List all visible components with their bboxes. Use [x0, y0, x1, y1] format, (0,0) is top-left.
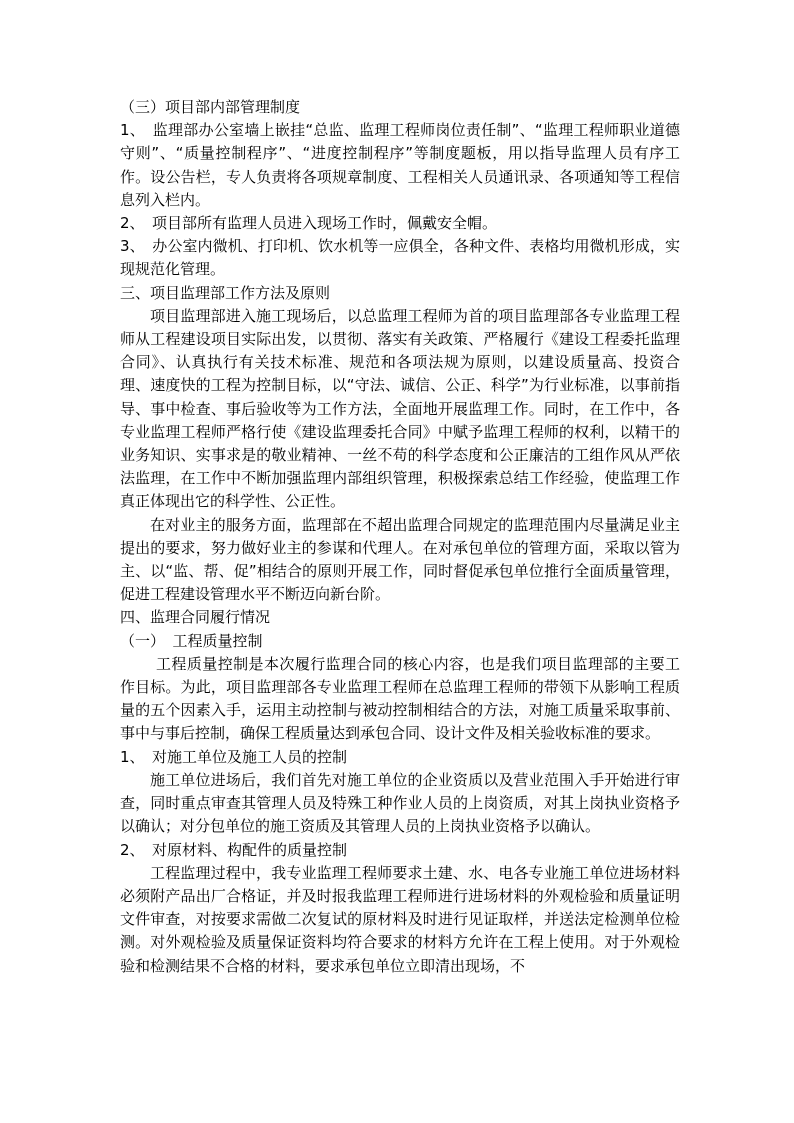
section-heading-work-methods: 三、项目监理部工作方法及原则	[120, 283, 331, 302]
body-paragraph-contractor-control: 施工单位进场后，我们首先对施工单位的企业资质以及营业范围入手开始进行审查，同时重点审查其管理人员及特殊工种作业人员的上岗资质，对其上岗执业资格予以确认；对分包单位的施工资质及其管理人员的上岗执业资格予以确认。	[120, 770, 680, 836]
body-paragraph-quality-control: 工程质量控制是本次履行监理合同的核心内容，也是我们项目监理部的主要工作目标。为此，项目监理部各专业监理工程师在总监理工程师的带领下从影响工程质量的五个因素入手，运用主动控制与被动控制相结合的方法，对施工质量采取事前、事中与事后控制，确保工程质量达到承包合同、设计文件及相关验收标准的要求。	[120, 654, 680, 743]
body-paragraph-material-control: 工程监理过程中，我专业监理工程师要求土建、水、电各专业施工单位进场材料必须附产品出厂合格证，并及时报我监理工程师进行进场材料的外观检验和质量证明文件审查，对按要求需做二次复试的原材料及时进行见证取样，并送法定检测单位检测。对外观检验及质量保证资料均符合要求的材料方允许在工程上使用。对于外观检验和检测结果不合格的材料，要求承包单位立即清出现场，不	[120, 863, 680, 975]
list-item-3-office-equipment: 3、 办公室内微机、打印机、饮水机等一应俱全，各种文件、表格均用微机形成，实现规范化管理。	[120, 237, 680, 279]
section-heading-contract-performance: 四、监理合同履行情况	[120, 608, 271, 627]
body-paragraph-work-methods: 项目监理部进入施工现场后，以总监理工程师为首的项目监理部各专业监理工程师从工程建设项目实际出发，以贯彻、落实有关政策、严格履行《建设工程委托监理合同》、认真执行有关技术标准、规范和各项法规为原则，以建设质量高、投资合理、速度快的工程为控制目标，以“守法、诚信、公正、科学”为行业标准，以事前指导、事中检查、事后验收等为工作方法，全面地开展监理工作。同时，在工作中，各专业监理工程师严格行使《建设监理委托合同》中赋予监理工程师的权利，以精干的业务知识、实事求是的敬业精神、一丝不苟的科学态度和公正廉洁的工组作风从严依法监理，在工作中不断加强监理内部组织管理，积极探索总结工作经验，使监理工作真正体现出它的科学性、公正性。	[120, 306, 680, 511]
list-item-2-safety-helmet: 2、 项目部所有监理人员进入现场工作时，佩戴安全帽。	[120, 214, 498, 233]
document-page	[120, 96, 680, 978]
subsection-heading-internal-management: （三）项目部内部管理制度	[120, 98, 301, 116]
list-item-2-material-control: 2、 对原材料、构配件的质量控制	[120, 840, 348, 859]
list-item-1-office-boards: 1、 监理部办公室墙上嵌挂“总监、监理工程师岗位责任制”、“监理工程师职业道德守则”、“质量控制程序”、“进度控制程序”等制度题板，用以指导监理人员有序工作。设公告栏，专人负责将各项规章制度、工程相关人员通讯录、各项通知等工程信息列入栏内。	[120, 121, 680, 209]
list-item-1-contractor-control: 1、 对施工单位及施工人员的控制	[120, 747, 348, 766]
body-paragraph-owner-service: 在对业主的服务方面，监理部在不超出监理合同规定的监理范围内尽量满足业主提出的要求，努力做好业主的参谋和代理人。在对承包单位的管理方面，采取以管为主、以“监、帮、促”相结合的原则开展工作，同时督促承包单位推行全面质量管理，促进工程建设管理水平不断迈向新台阶。	[120, 515, 680, 604]
subsection-heading-quality-control: （一） 工程质量控制	[120, 631, 263, 650]
